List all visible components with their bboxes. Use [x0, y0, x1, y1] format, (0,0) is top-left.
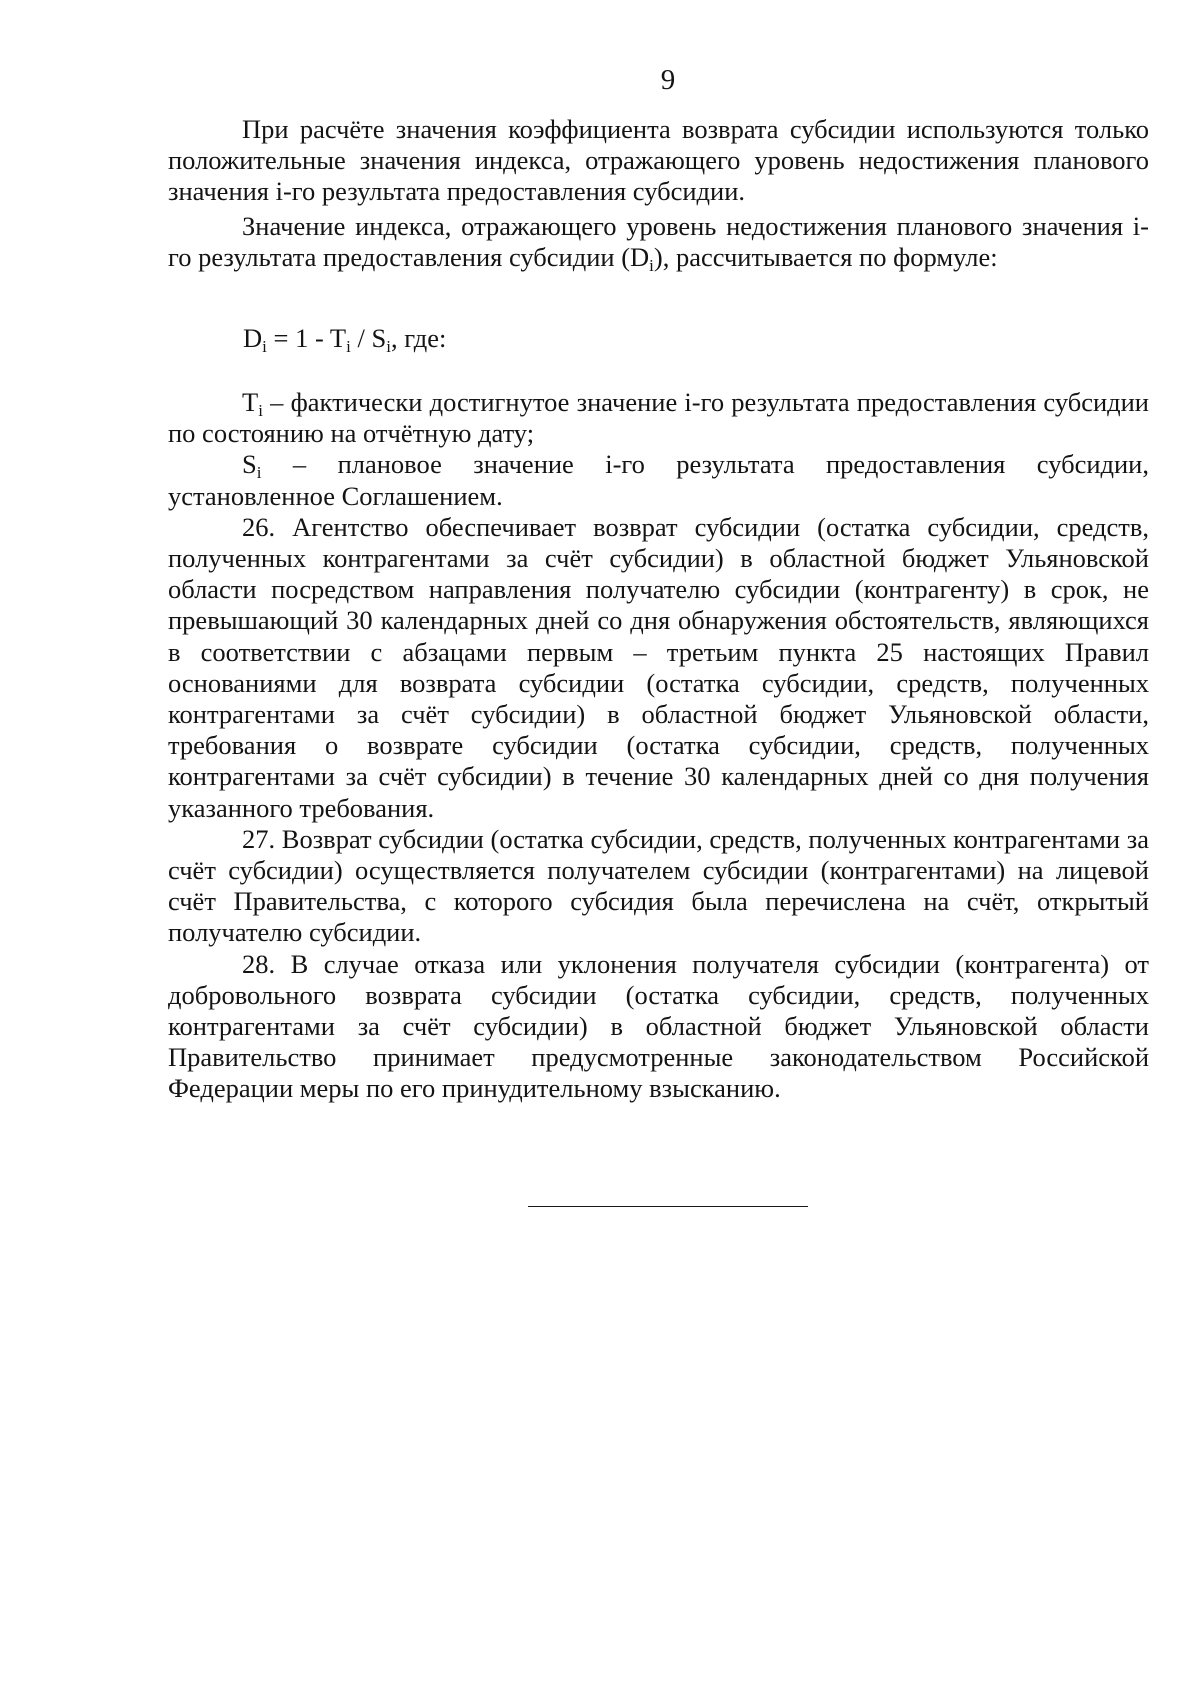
page-number: 9	[660, 64, 676, 96]
formula-d: D	[243, 323, 263, 353]
definition-s-sub: i	[256, 463, 262, 483]
formula-s-sub: i	[386, 336, 391, 356]
formula	[243, 323, 446, 354]
clause-26: 26. Агентство обеспечивает возврат субсидии (остатка субсидии, средств, полученных контрагентами за счёт субсидии) в областной бюджет Ульяновской области посредством направления получателю субсидии (контрагенту) в срок, не превышающий 30 календарных дней со дня обнаружения обстоятельств, являющихся в соответствии с абзацами первым – третьим пункта 25 настоящих Правил основаниями для возврата субсидии (остатка субсидии, средств, полученных контрагентами за счёт субсидии) в областной бюджет Ульяновской области, требования о возврате субсидии (остатка субсидии, средств, полученных контрагентами за счёт субсидии) в течение 30 календарных дней со дня получения указанного требования.	[168, 511, 1149, 823]
clause-27: 27. Возврат субсидии (остатка субсидии, средств, полученных контрагентами за счёт субсидии) осуществляется получателем субсидии (контрагентами) на лицевой счёт Правительства, с которого субсидия была перечислена на счёт, открытый получателю субсидии.	[168, 823, 1149, 948]
definition-t	[168, 387, 1149, 449]
definition-s	[168, 449, 1149, 511]
formula-tail: , где:	[390, 323, 447, 353]
definition-s-text: – плановое значение i-го результата предоставления субсидии, установленное Соглашением.	[168, 449, 1149, 511]
main-block	[168, 387, 1149, 1105]
definition-s-symbol: S	[242, 449, 257, 480]
paragraph-coefficient-note: При расчёте значения коэффициента возврата субсидии используются только положительные значения индекса, отражающего уровень недостижения планового значения i-го результата предоставления субсидии.	[168, 114, 1149, 207]
formula-minus-t: = 1 - T	[266, 323, 347, 353]
formula-div-s: / S	[350, 323, 387, 353]
subscript-i: i	[649, 255, 654, 275]
paragraph-index-definition	[168, 211, 1149, 273]
clause-28: 28. В случае отказа или уклонения получателя субсидии (контрагента) от добровольного возврата субсидии (остатка субсидии, средств, полученных контрагентами за счёт субсидии) в областной бюджет Ульяновской области Правительство принимает предусмотренные законодательством Российской Федерации меры по его принудительному взысканию.	[168, 948, 1149, 1104]
definition-t-sub: i	[258, 400, 263, 420]
formula-t-sub: i	[346, 336, 351, 356]
paragraph-index-tail: ), рассчитывается по формуле:	[653, 241, 998, 272]
formula-d-sub: i	[262, 336, 267, 356]
definition-t-symbol: T	[242, 387, 259, 417]
intro-block	[168, 114, 1149, 273]
paragraph-index-text: Значение индекса, отражающего уровень недостижения планового значения i-го результата предоставления субсидии (D	[168, 210, 1149, 272]
definition-t-text: – фактически достигнутое значение i-го результата предоставления субсидии по состоянию на отчётную дату;	[168, 387, 1149, 449]
end-separator-line	[528, 1206, 808, 1207]
